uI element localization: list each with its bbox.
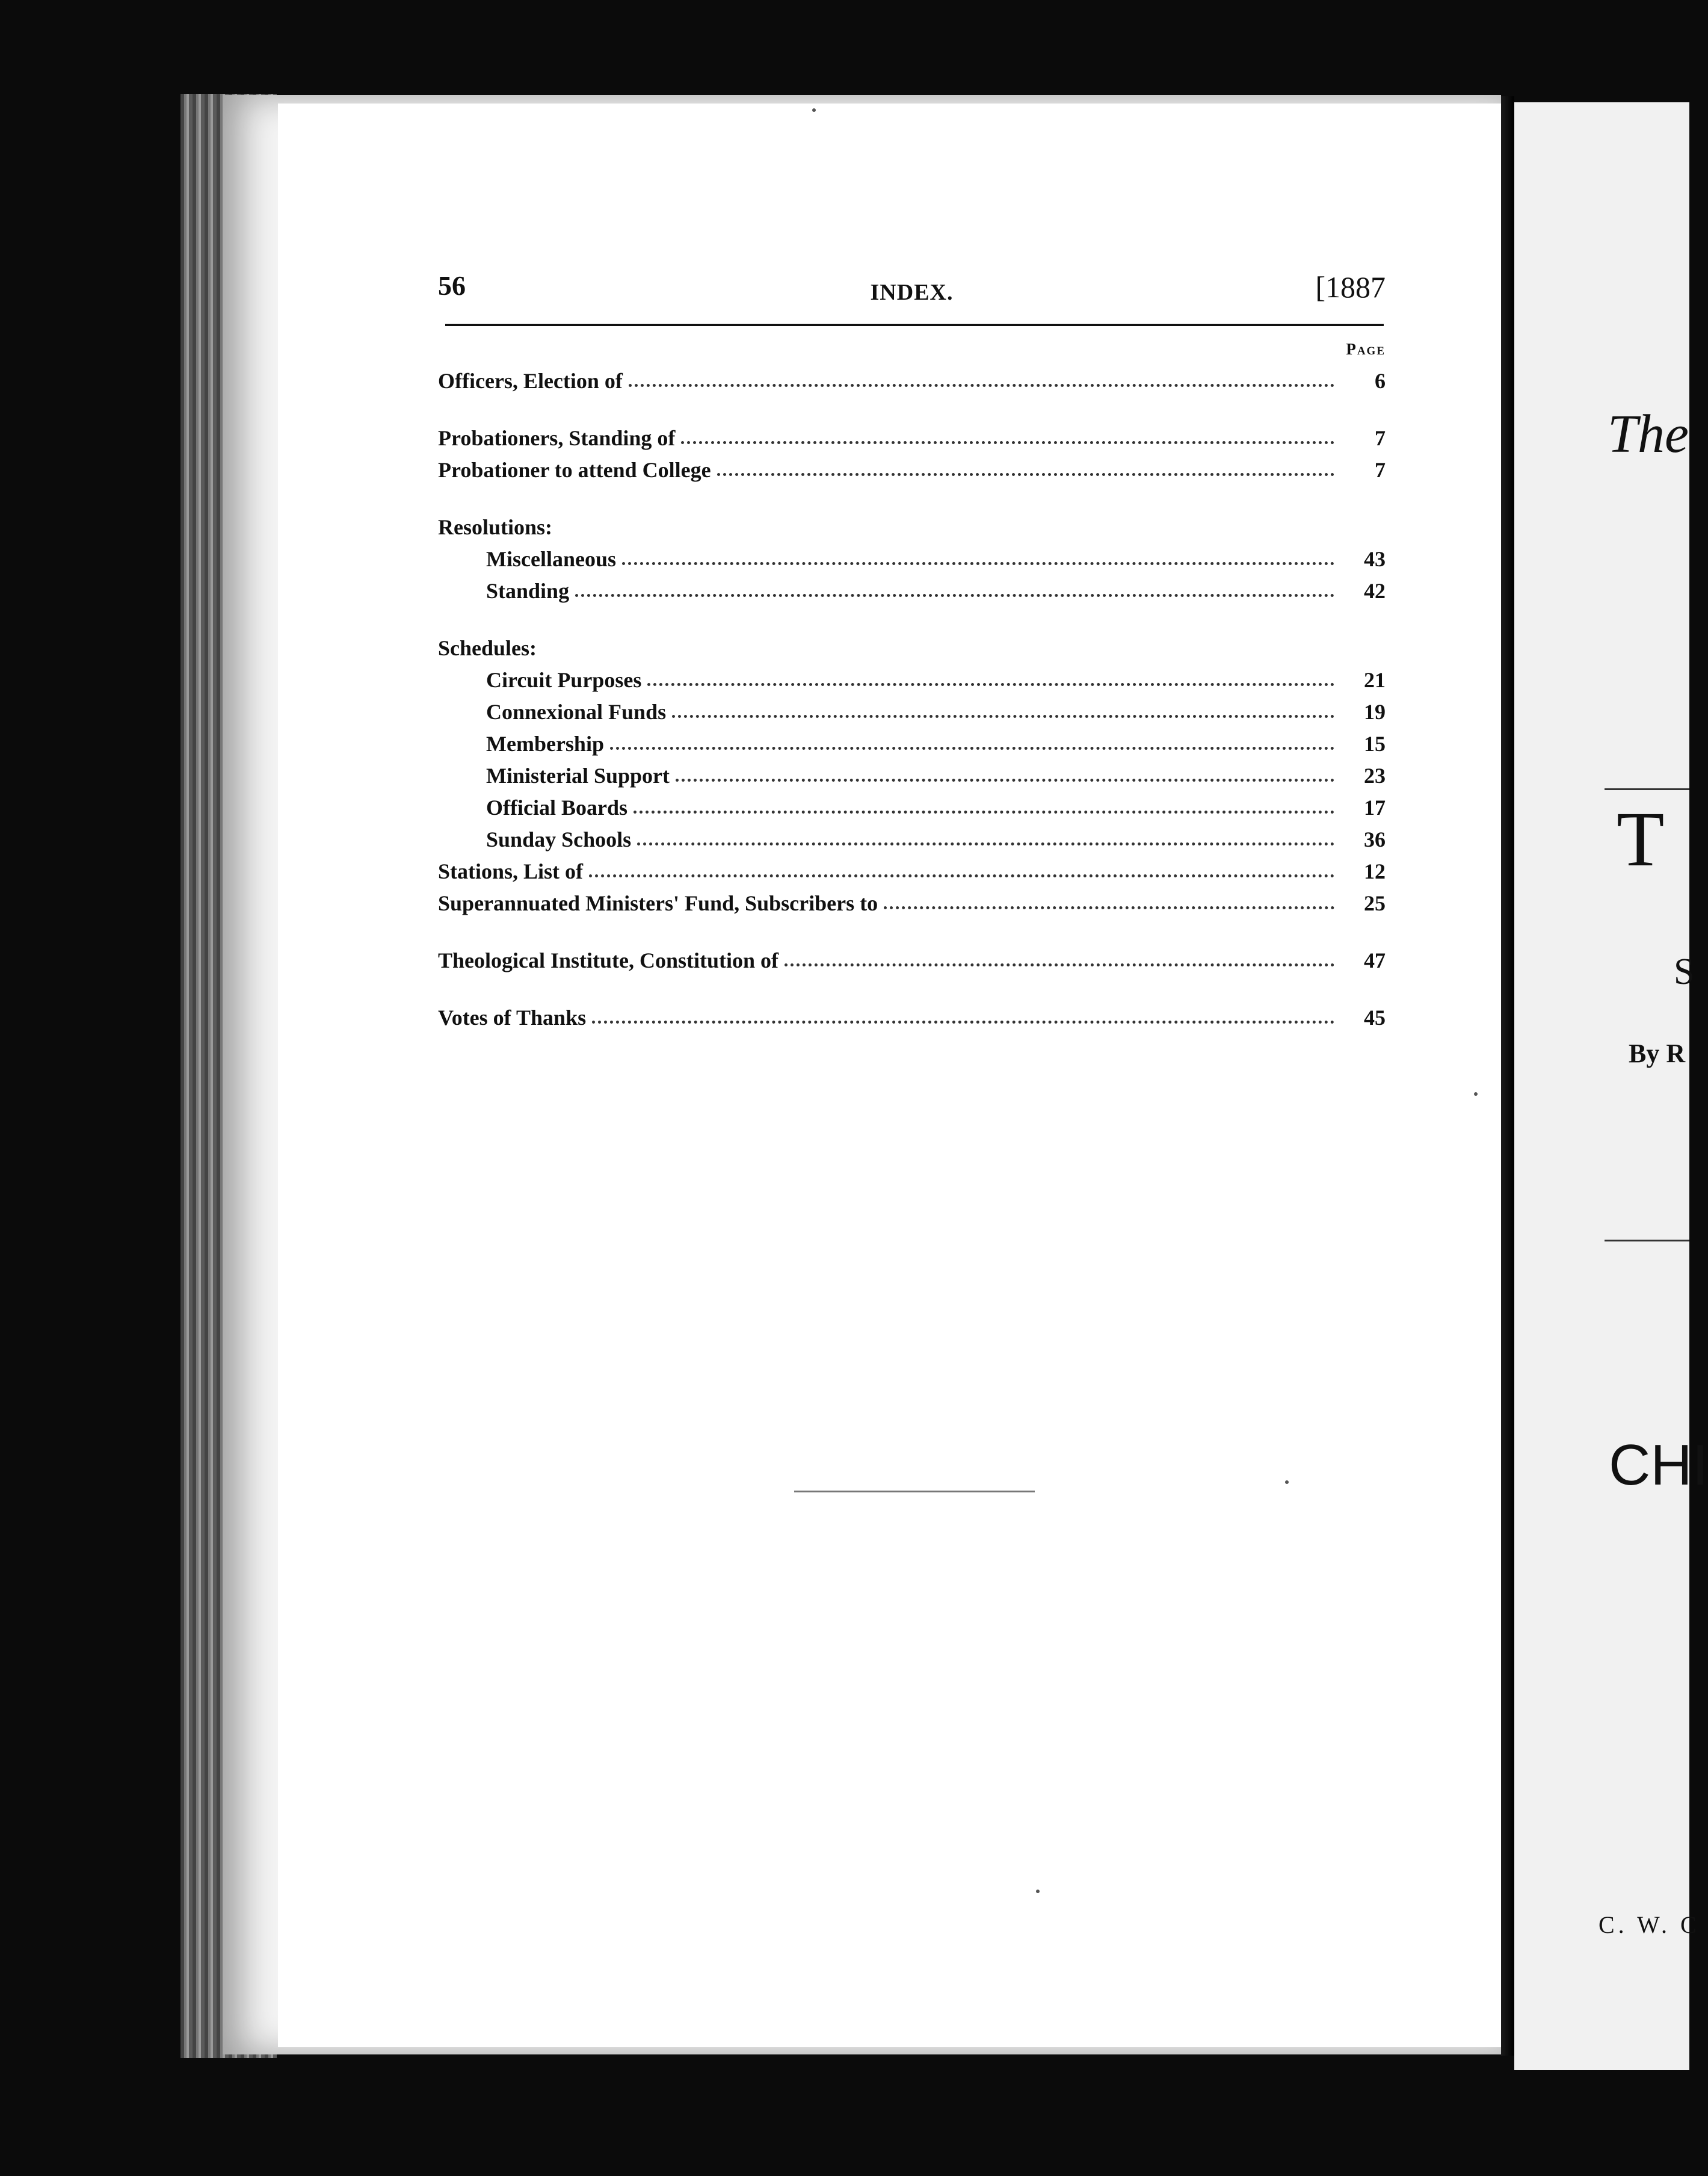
page-column-label: Page (1346, 340, 1386, 358)
leader-dots (634, 805, 1334, 814)
index-entry (438, 664, 1386, 696)
entry-label: Standing (486, 579, 570, 603)
facing-rule-2 (1605, 1240, 1689, 1241)
index-entry (438, 856, 1386, 888)
page-year: [1887 (1315, 270, 1386, 304)
index-entry (438, 728, 1386, 760)
index-entry (438, 888, 1386, 920)
index-list (438, 340, 1386, 1034)
section-heading: Schedules: (438, 636, 537, 660)
facing-line-4: By R (1629, 1039, 1686, 1068)
leader-dots (592, 1015, 1334, 1024)
index-entry (438, 454, 1386, 486)
entry-page: 36 (1364, 827, 1386, 852)
leader-dots (622, 556, 1334, 565)
facing-page (1514, 102, 1708, 2070)
index-entry (438, 365, 1386, 397)
entry-label: Probationers, Standing of (438, 426, 676, 450)
entry-page: 15 (1364, 732, 1386, 756)
entry-page: 45 (1364, 1006, 1386, 1030)
index-entry (438, 792, 1386, 824)
scan-speck (812, 108, 816, 112)
entry-page: 23 (1364, 764, 1386, 788)
header-rule (445, 324, 1384, 326)
entry-label: Theological Institute, Constitution of (438, 948, 779, 972)
leader-dots (676, 773, 1334, 782)
facing-line-6: C. W. C (1599, 1911, 1700, 1938)
entry-page: 25 (1364, 891, 1386, 915)
entry-label: Superannuated Ministers' Fund, Subscribers to (438, 891, 878, 915)
entry-page: 12 (1364, 859, 1386, 883)
leader-dots (629, 378, 1334, 387)
index-entry (438, 575, 1386, 607)
entry-label: Connexional Funds (486, 700, 667, 724)
leader-dots (610, 741, 1334, 750)
entry-page: 7 (1375, 458, 1386, 482)
entry-page: 19 (1364, 700, 1386, 724)
section-heading: Resolutions: (438, 515, 553, 539)
entry-page: 42 (1364, 579, 1386, 603)
page-header (438, 270, 1386, 318)
closing-rule (794, 1491, 1035, 1492)
scan-speck (1036, 1890, 1040, 1893)
entry-label: Membership (486, 732, 604, 756)
entry-label: Ministerial Support (486, 764, 670, 788)
entry-label: Official Boards (486, 796, 627, 820)
leader-dots (637, 836, 1334, 845)
scan-speck (1474, 1092, 1478, 1096)
entry-page: 21 (1364, 668, 1386, 692)
leader-dots (589, 868, 1334, 877)
leader-dots (647, 677, 1334, 686)
leader-dots (672, 709, 1334, 718)
entry-page: 47 (1364, 948, 1386, 972)
index-entry (438, 696, 1386, 728)
index-entry (438, 1002, 1386, 1034)
index-entry (438, 422, 1386, 454)
leader-dots (717, 467, 1334, 476)
index-entry (438, 760, 1386, 792)
leader-dots (681, 435, 1334, 444)
entry-label: Officers, Election of (438, 369, 623, 393)
facing-line-2: T (1617, 796, 1665, 883)
entry-label: Circuit Purposes (486, 668, 642, 692)
leader-dots (575, 588, 1334, 597)
entry-page: 7 (1375, 426, 1386, 450)
entry-label: Stations, List of (438, 859, 584, 883)
leader-dots (884, 900, 1334, 909)
entry-label: Miscellaneous (486, 547, 616, 571)
page-number: 56 (438, 270, 466, 301)
entry-page: 43 (1364, 547, 1386, 571)
index-entry (438, 543, 1386, 575)
index-entry (438, 945, 1386, 977)
entry-label: Sunday Schools (486, 827, 632, 852)
index-entry (438, 824, 1386, 856)
facing-line-3: S (1674, 951, 1695, 992)
book-gutter (1501, 96, 1514, 2056)
scan-speck (1285, 1480, 1289, 1484)
page-title: INDEX. (870, 280, 954, 305)
leader-dots (785, 957, 1334, 966)
facing-line-1: The (1608, 404, 1689, 464)
entry-label: Votes of Thanks (438, 1006, 587, 1030)
facing-line-5: CHI (1609, 1433, 1708, 1497)
entry-label: Probationer to attend College (438, 458, 711, 482)
facing-rule-1 (1605, 788, 1689, 790)
entry-page: 17 (1364, 796, 1386, 820)
entry-page: 6 (1375, 369, 1386, 393)
